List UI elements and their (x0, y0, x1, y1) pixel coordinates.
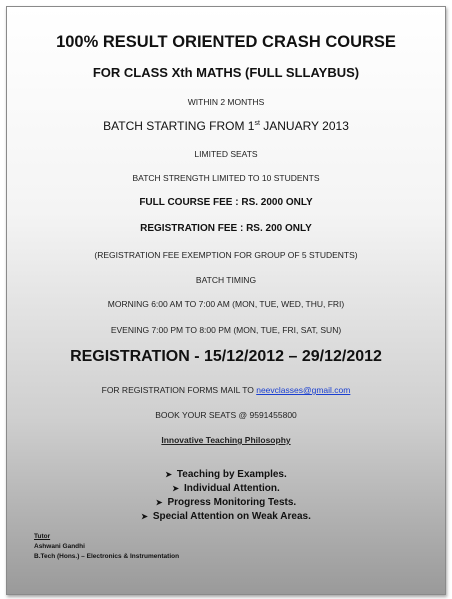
evening-timing: EVENING 7:00 PM TO 8:00 PM (MON, TUE, FRI, SAT, SUN) (110, 325, 342, 335)
registration-fee: REGISTRATION FEE : RS. 200 ONLY (140, 223, 312, 234)
full-course-fee: FULL COURSE FEE : RS. 2000 ONLY (139, 197, 313, 208)
arrow-bullet-icon: ➤ (155, 498, 163, 507)
tutor-name: Ashwani Gandhi (34, 543, 85, 550)
limited-seats-text: LIMITED SEATS (194, 149, 258, 159)
fee-exemption-text: (REGISTRATION FEE EXEMPTION FOR GROUP OF 5 STUDENTS) (94, 250, 358, 260)
booking-phone: BOOK YOUR SEATS @ 9591455800 (155, 410, 297, 420)
list-item: ➤ Teaching by Examples. (165, 469, 287, 480)
mail-instructions: FOR REGISTRATION FORMS MAIL TO neevclasses@gmail.com (101, 385, 351, 395)
tutor-info (34, 532, 179, 562)
tutor-label: Tutor (34, 533, 51, 540)
batch-start-text: BATCH STARTING FROM 1st JANUARY 2013 (103, 119, 349, 133)
list-item: ➤ Special Attention on Weak Areas. (141, 511, 311, 522)
flyer-subtitle: FOR CLASS Xth MATHS (FULL SLLAYBUS) (92, 65, 360, 80)
batch-strength-text: BATCH STRENGTH LIMITED TO 10 STUDENTS (132, 173, 320, 183)
email-link[interactable]: neevclasses@gmail.com (256, 385, 351, 395)
registration-dates: REGISTRATION - 15/12/2012 – 29/12/2012 (70, 348, 382, 365)
batch-timing-heading: BATCH TIMING (195, 275, 257, 285)
philosophy-list (7, 469, 445, 525)
arrow-bullet-icon: ➤ (172, 484, 179, 493)
morning-timing: MORNING 6:00 AM TO 7:00 AM (MON, TUE, WED, THU, FRI) (107, 299, 345, 309)
arrow-bullet-icon: ➤ (165, 470, 172, 479)
philosophy-heading: Innovative Teaching Philosophy (161, 435, 291, 445)
tutor-qualification: B.Tech (Hons.) – Electronics & Instrumentation (34, 553, 180, 560)
duration-text: WITHIN 2 MONTHS (187, 97, 265, 107)
list-item: ➤ Progress Monitoring Tests. (155, 497, 297, 508)
flyer-title: 100% RESULT ORIENTED CRASH COURSE (56, 33, 396, 51)
flyer-page (6, 6, 446, 595)
arrow-bullet-icon: ➤ (141, 512, 148, 521)
list-item: ➤ Individual Attention. (172, 483, 280, 494)
